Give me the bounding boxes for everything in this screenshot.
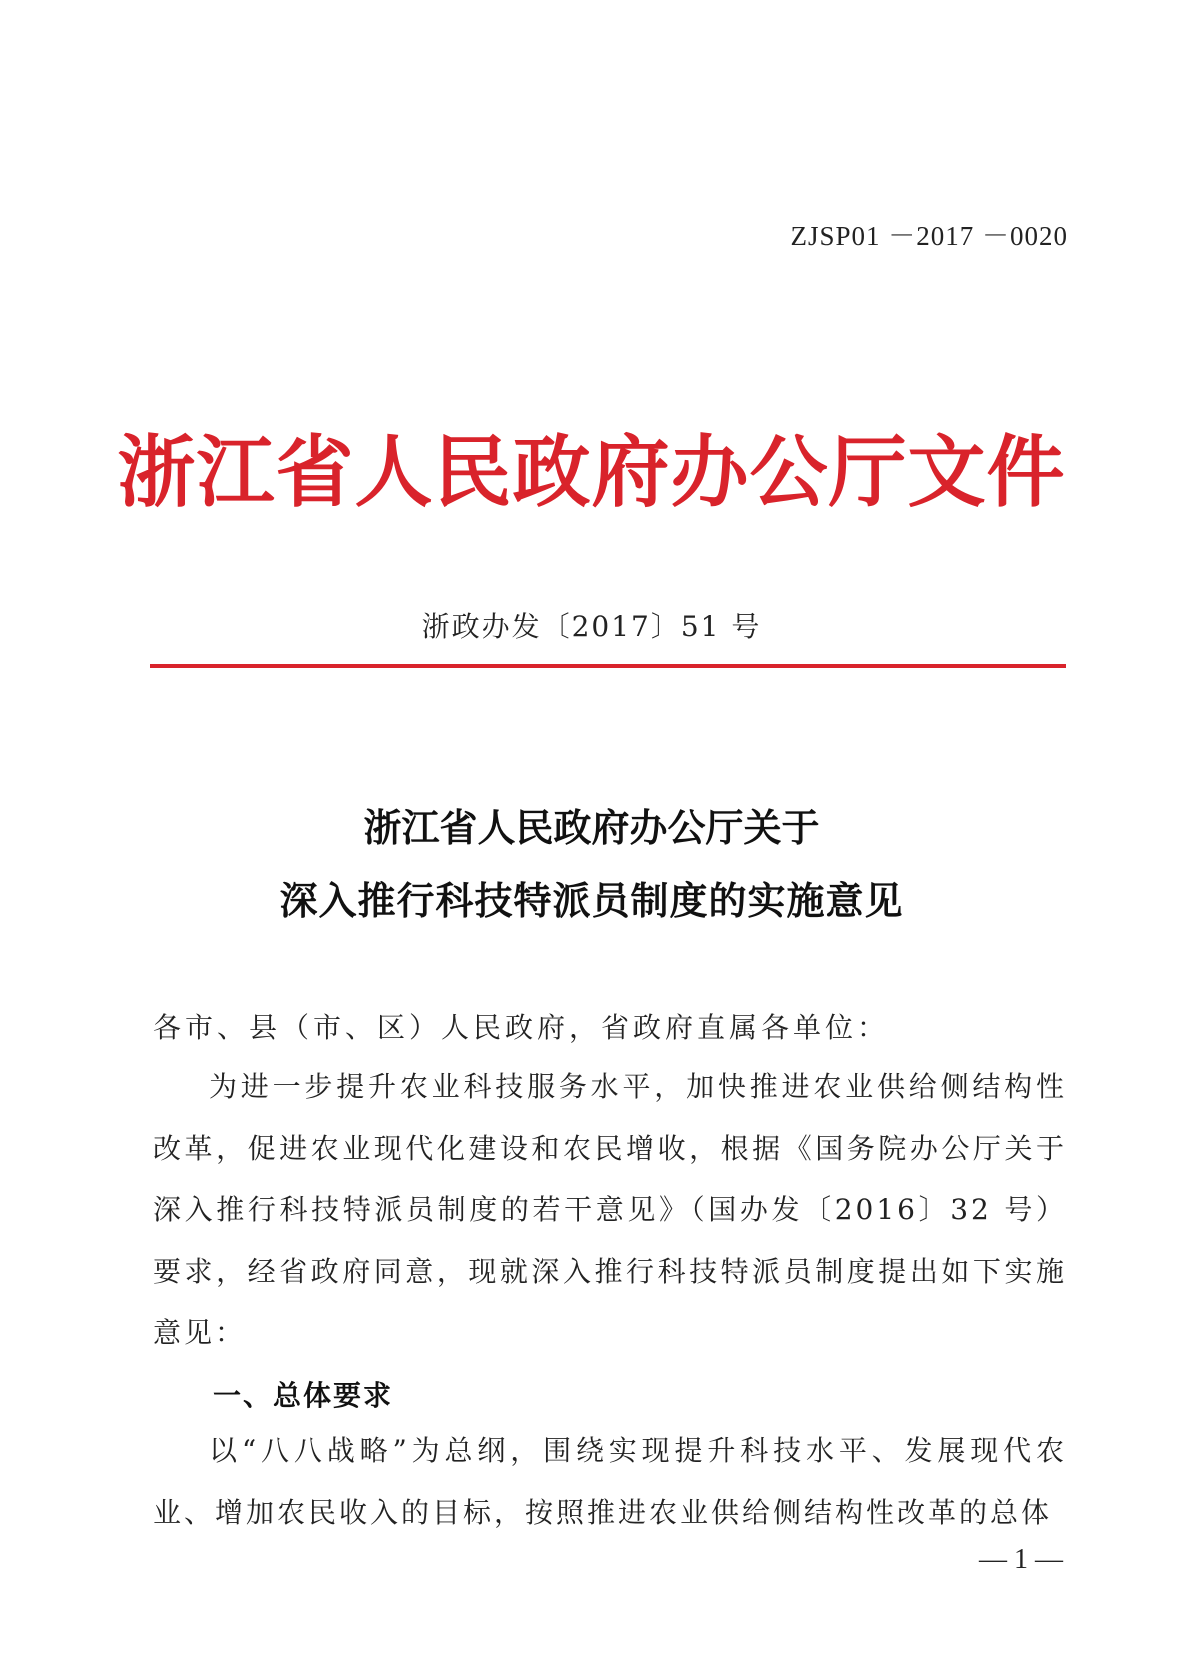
body-paragraph-2: 以“八八战略”为总纲，围绕实现提升科技水平、发展现代农业、增加农民收入的目标，按照推进农业供给侧结构性改革的总体 <box>153 1434 1067 1529</box>
page-number: — 1 — <box>979 1544 1063 1575</box>
document-title-line-2: 深入推行科技特派员制度的实施意见 <box>279 878 904 923</box>
masthead-title: 浙江省人民政府办公厅文件 <box>117 427 1066 518</box>
body-paragraph-1: 为进一步提升农业科技服务水平，加快推进农业供给侧结构性改革，促进农业现代化建设和农民增收，根据《国务院办公厅关于深入推行科技特派员制度的若干意见》（国办发〔2016〕32 号）要求，经省政府同意，现就深入推行科技特派员制度提出如下实施意见： <box>153 1070 1067 1349</box>
document-number: 浙政办发〔2017〕51 号 <box>421 610 762 643</box>
section-heading-1: 一、总体要求 <box>213 1379 394 1412</box>
red-separator-line <box>150 664 1066 668</box>
document-code: ZJSP01 －2017 －0020 <box>790 221 1068 251</box>
document-title-line-1: 浙江省人民政府办公厅关于 <box>363 805 820 850</box>
salutation: 各市、县（市、区）人民政府，省政府直属各单位： <box>153 1011 890 1044</box>
